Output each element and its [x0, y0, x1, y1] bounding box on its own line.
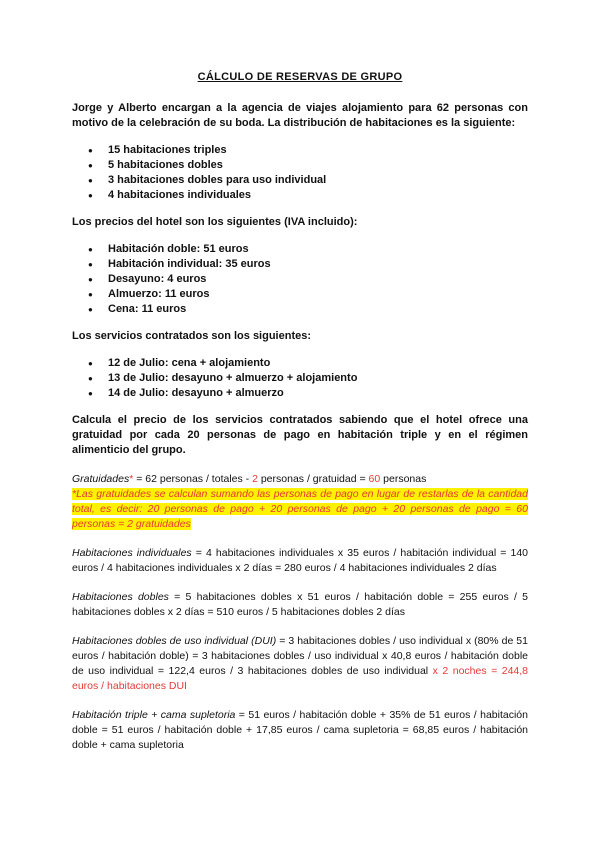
rooms-list: [72, 143, 528, 203]
triple-label: Habitación triple + cama supletoria: [72, 709, 236, 721]
dobles-label: Habitaciones dobles: [72, 591, 169, 603]
list-item: ● Habitación doble: 51 euros: [108, 242, 528, 257]
gratuidades-text-1: = 62 personas / totales -: [133, 473, 253, 485]
dobles-paragraph: [72, 590, 528, 620]
gratuidades-label: Gratuidades: [72, 473, 130, 485]
individuales-label: Habitaciones individuales: [72, 547, 192, 559]
list-item: ● 14 de Julio: desayuno + almuerzo: [108, 386, 528, 401]
intro-paragraph: Jorge y Alberto encargan a la agencia de viajes alojamiento para 62 personas con motivo de la celebración de su boda. La distribución de habitaciones es la siguiente:: [72, 102, 528, 129]
page-title: CÁLCULO DE RESERVAS DE GRUPO: [197, 71, 403, 83]
list-item: ● 12 de Julio: cena + alojamiento: [108, 356, 528, 371]
list-item: ● 15 habitaciones triples: [108, 143, 528, 158]
list-item: ● Desayuno: 4 euros: [108, 272, 528, 287]
prices-heading: Los precios del hotel son los siguientes (IVA incluido):: [72, 216, 358, 228]
gratuidades-text-2: personas / gratuidad =: [257, 473, 369, 485]
services-heading: Los servicios contratados son los siguientes:: [72, 330, 312, 342]
dobles-text: = 5 habitaciones dobles x 51 euros / habitación doble = 255 euros / 5 habitaciones dobles x 2 días = 510 euros / 5 habitaciones dobles 2 días: [72, 591, 528, 618]
triple-text: = 51 euros / habitación doble + 35% de 51 euros / habitación doble = 51 euros / habitación doble + 17,85 euros / cama supletoria = 68,85 euros / habitación doble + cama supletoria: [72, 709, 528, 751]
individuales-text: = 4 habitaciones individuales x 35 euros / habitación individual = 140 euros / 4 habitaciones individuales x 2 días = 280 euros / 4 habitaciones individuales 2 días: [72, 547, 528, 574]
individuales-paragraph: [72, 546, 528, 576]
gratuidades-note: [72, 487, 528, 532]
gratuidades-num-2: 60: [368, 473, 381, 485]
list-item: ● 4 habitaciones individuales: [108, 188, 528, 203]
list-item: ● Cena: 11 euros: [108, 302, 528, 317]
dui-red-text: x 2 noches = 244,8 euros / habitaciones DUI: [72, 665, 529, 692]
gratuidades-num-1: 2: [252, 473, 258, 485]
document-page: [72, 70, 528, 753]
list-item: ● Habitación individual: 35 euros: [108, 257, 528, 272]
list-item: ● Almuerzo: 11 euros: [108, 287, 528, 302]
highlighted-note: *Las gratuidades se calculan sumando las personas de pago en lugar de restarlas de la cantidad total, es decir: 20 personas de pago + 20 personas de pago + 20 personas de pago = 60 personas = 2 gratuidades: [72, 488, 528, 530]
list-item: ● 13 de Julio: desayuno + almuerzo + alojamiento: [108, 371, 528, 386]
list-item: ● 5 habitaciones dobles: [108, 158, 528, 173]
task-paragraph: Calcula el precio de los servicios contratados sabiendo que el hotel ofrece una gratuidad por cada 20 personas de pago en habitación triple y en el régimen alimenticio del grupo.: [72, 414, 528, 456]
prices-list: [72, 242, 528, 317]
gratuidades-text-3: personas: [380, 473, 427, 485]
services-list: [72, 356, 528, 401]
gratuidades-asterisk: *: [129, 473, 134, 485]
gratuidades-line: [72, 472, 528, 487]
list-item: ● 3 habitaciones dobles para uso individual: [108, 173, 528, 188]
dui-paragraph: [72, 634, 528, 694]
dui-text: = 3 habitaciones dobles / uso individual x (80% de 51 euros / habitación doble) = 3 habitaciones dobles / uso individual x 40,8 euros / habitación doble de uso individual = 122,4 euros / 3 habitaciones dobles de uso individual: [72, 635, 528, 677]
dui-label: Habitaciones dobles de uso individual (DUI): [72, 635, 277, 647]
triple-paragraph: [72, 708, 528, 753]
